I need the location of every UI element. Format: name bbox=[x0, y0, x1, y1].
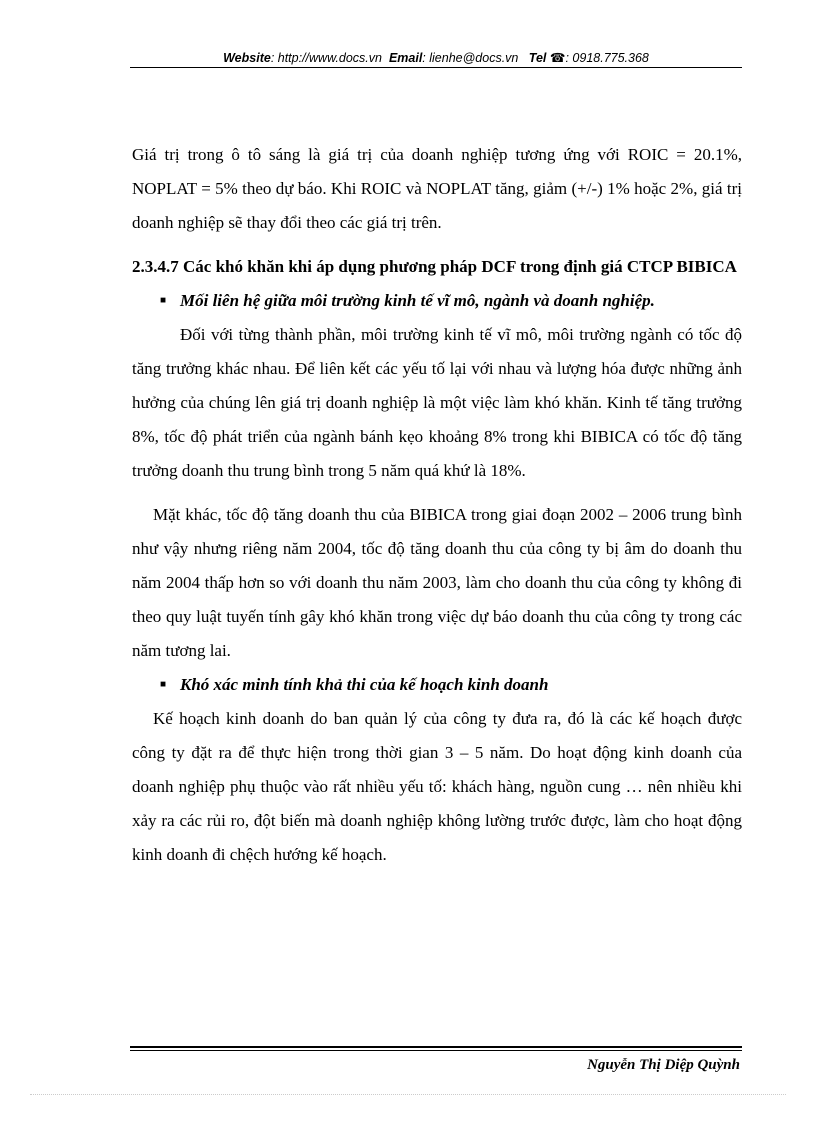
tel-value: : 0918.775.368 bbox=[565, 51, 649, 65]
paragraph-3: Kế hoạch kinh doanh do ban quản lý của công ty đưa ra, đó là các kế hoạch được công ty đặt ra để thực hiện trong thời gian 3 – 5 năm. Do hoạt động kinh doanh của doanh nghiệp phụ thuộc vào rất nhiều yếu tố: khách hàng, nguồn cung … nên nhiều khi xảy ra các rủi ro, đột biến mà doanh nghiệp không lường trước được, làm cho hoạt động kinh doanh đi chệch hướng kế hoạch. bbox=[132, 709, 742, 864]
bullet-square-icon: ■ bbox=[160, 295, 167, 306]
website-label: Website bbox=[223, 51, 271, 65]
intro-paragraph: Giá trị trong ô tô sáng là giá trị của doanh nghiệp tương ứng với ROIC = 20.1%, NOPLAT = 5% theo dự báo. Khi ROIC và NOPLAT tăng, giảm (+/-) 1% hoặc 2%, giá trị doanh nghiệp sẽ thay đổi theo các giá trị trên. bbox=[132, 145, 742, 232]
bullet-heading-2-text: Khó xác minh tính khả thi của kế hoạch kinh doanh bbox=[180, 675, 549, 694]
footer-divider-thin bbox=[130, 1050, 742, 1051]
header-divider bbox=[130, 67, 742, 68]
bullet-heading-1 bbox=[132, 284, 742, 318]
page-content bbox=[132, 138, 742, 872]
paragraph-2: Mặt khác, tốc độ tăng doanh thu của BIBICA trong giai đoạn 2002 – 2006 trung bình như vậy nhưng riêng năm 2004, tốc độ tăng doanh thu của công ty bị âm do doanh thu năm 2004 thấp hơn so với doanh thu năm 2003, làm cho doanh thu của công ty không đi theo quy luật tuyến tính gây khó khăn trong việc dự báo doanh thu của công ty trong các năm tương lai. bbox=[132, 505, 742, 660]
footer-author: Nguyễn Thị Diệp Quỳnh bbox=[587, 1057, 740, 1073]
email-value: : lienhe@docs.vn bbox=[422, 51, 519, 65]
footer-divider bbox=[130, 1046, 742, 1048]
phone-icon: ☎ bbox=[549, 51, 566, 65]
paragraph-1: Đối với từng thành phần, môi trường kinh tế vĩ mô, môi trường ngành có tốc độ tăng trưởng khác nhau. Để liên kết các yếu tố lại với nhau và lượng hóa được những ảnh hưởng của chúng lên giá trị doanh nghiệp là một việc làm khó khăn. Kinh tế tăng trưởng 8%, tốc độ phát triển của ngành bánh kẹo khoảng 8% trong khi BIBICA có tốc độ tăng trưởng doanh thu trung bình trong 5 năm quá khứ là 18%. bbox=[132, 325, 742, 480]
tel-label: Tel bbox=[528, 51, 547, 65]
page-bottom-border bbox=[30, 1094, 786, 1095]
bullet-heading-2 bbox=[132, 668, 742, 702]
bullet-heading-1-text: Mối liên hệ giữa môi trường kinh tế vĩ mô, ngành và doanh nghiệp. bbox=[180, 291, 655, 310]
page-header bbox=[130, 50, 742, 65]
email-label: Email bbox=[388, 51, 423, 65]
section-heading: 2.3.4.7 Các khó khăn khi áp dụng phương pháp DCF trong định giá CTCP BIBICA bbox=[132, 257, 737, 276]
website-value: : http://www.docs.vn bbox=[270, 51, 382, 65]
bullet-square-icon: ■ bbox=[160, 679, 167, 690]
